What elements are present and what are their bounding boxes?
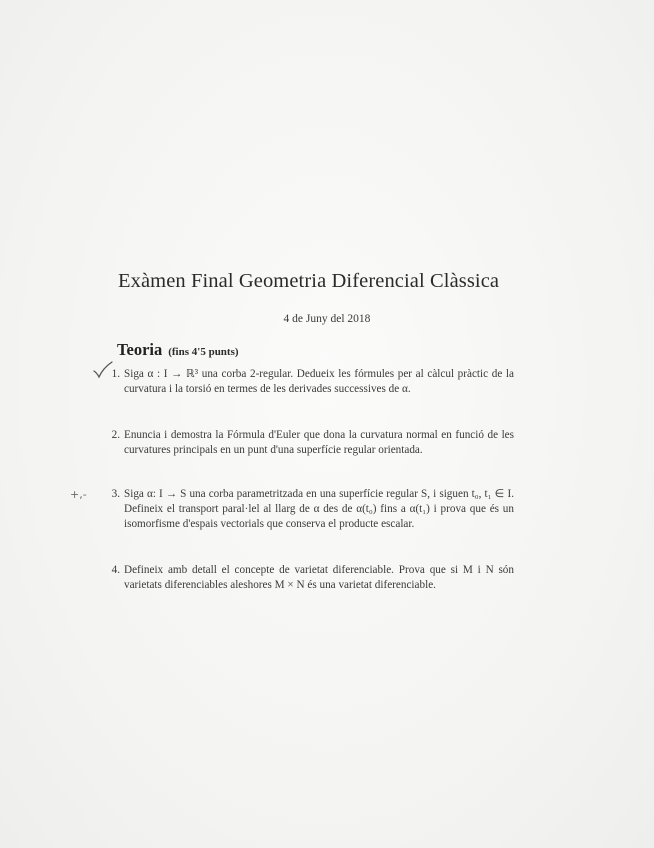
question-item [104, 428, 514, 458]
handwritten-side-mark: +,- [70, 488, 87, 501]
section-title: Teoria [117, 340, 163, 359]
question-text: Enuncia i demostra la Fórmula d'Euler que dona la curvatura normal en funció de les curvatures principals en un punt d'una superfície regular orientada. [124, 429, 514, 456]
section-points: (fins 4'5 punts) [168, 346, 239, 358]
question-text: Defineix amb detall el concepte de varietat diferenciable. Prova que si M i N són varietats diferenciables aleshores M × N és una varietat diferenciable. [124, 564, 514, 591]
exam-title: Exàmen Final Geometria Diferencial Clàssica [118, 270, 500, 292]
question-number: 2. [111, 429, 120, 441]
question-number: 4. [111, 564, 120, 576]
question-number: 3. [111, 488, 120, 500]
exam-date: 4 de Juny del 2018 [283, 313, 371, 325]
question-text: Siga α: I → S una corba parametritzada en una superfície regular S, i siguen t₀, t₁ ∈ I. Defineix el transport paral·lel al llarg de α des de α(t₀) fins a α(t₁) i prova que és un isomorfisme d'espais vectorials que conserva el producte escalar. [124, 488, 514, 530]
question-item [104, 563, 514, 593]
question-text: Siga α : I → ℝ³ una corba 2-regular. Dedueix les fórmules per al càlcul pràctic de la curvatura i la torsió en termes de les derivades successives de α. [124, 368, 514, 395]
question-number: 1. [111, 368, 120, 380]
question-item [104, 487, 514, 532]
section-heading [117, 340, 239, 360]
question-item [104, 367, 514, 397]
